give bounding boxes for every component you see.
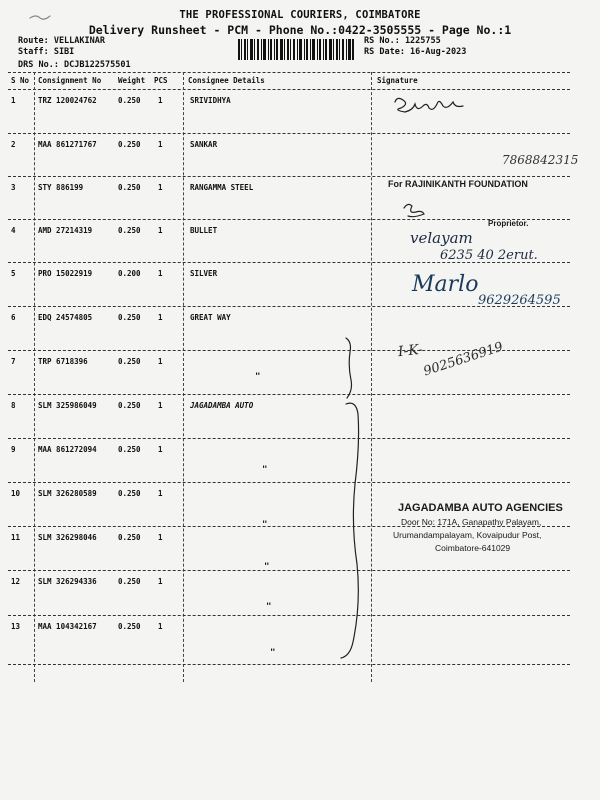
row-sno: 5 xyxy=(11,269,16,278)
row-consignee: SILVER xyxy=(190,269,218,278)
row-consignment-no: AMD 27214319 xyxy=(38,226,93,235)
drs-number: DRS No.: DCJB122575501 xyxy=(18,60,131,70)
stamp-jagadamba-name: JAGADAMBA AUTO AGENCIES xyxy=(398,502,563,514)
ditto-mark: " xyxy=(264,562,270,572)
row-consignment-no: STY 886199 xyxy=(38,183,84,192)
row-consignment-no: SLM 325986049 xyxy=(38,401,97,410)
row-sno: 13 xyxy=(11,622,21,631)
stamp-jagadamba-line2: Urumandampalayam, Kovaipudur Post, xyxy=(393,530,542,540)
row-consignee: SANKAR xyxy=(190,140,218,149)
row-weight: 0.200 xyxy=(118,269,141,278)
row-consignee: JAGADAMBA AUTO xyxy=(190,401,254,410)
row-pcs: 1 xyxy=(158,445,163,454)
row-sno: 10 xyxy=(11,489,21,498)
row-weight: 0.250 xyxy=(118,401,141,410)
ditto-mark: " xyxy=(255,372,261,382)
row-sno: 1 xyxy=(11,96,16,105)
row-consignment-no: TRP 6718396 xyxy=(38,357,88,366)
row-pcs: 1 xyxy=(158,269,163,278)
col-header-sno: S No xyxy=(11,76,30,85)
ditto-mark: " xyxy=(270,648,276,658)
row-pcs: 1 xyxy=(158,183,163,192)
company-name: THE PROFESSIONAL COURIERS, COIMBATORE xyxy=(179,9,421,21)
row-sno: 8 xyxy=(11,401,16,410)
rs-date: RS Date: 16-Aug-2023 xyxy=(364,47,467,57)
row-weight: 0.250 xyxy=(118,445,141,454)
ditto-mark: " xyxy=(266,602,272,612)
row-pcs: 1 xyxy=(158,489,163,498)
signature-row3 xyxy=(392,153,578,168)
row-weight: 0.250 xyxy=(118,226,141,235)
stamp-rajinikanth-foundation: For RAJINIKANTH FOUNDATION xyxy=(388,179,528,189)
signature-row3-phone: 7868842315 xyxy=(502,153,579,167)
row-weight: 0.250 xyxy=(118,183,141,192)
row-sno: 6 xyxy=(11,313,16,322)
signature-row4-phone: 6235 40 2erut. xyxy=(440,248,538,263)
signature-row6: I-K- xyxy=(397,341,424,361)
signature-row6-phone: 9025636919 xyxy=(421,339,506,380)
row-consignment-no: PRO 15022919 xyxy=(38,269,93,278)
row-consignee: RANGAMMA STEEL xyxy=(190,183,254,192)
row-consignment-no: SLM 326280589 xyxy=(38,489,97,498)
rs-number: RS No.: 1225755 xyxy=(364,36,441,46)
row-pcs: 1 xyxy=(158,226,163,235)
row-sno: 4 xyxy=(11,226,16,235)
ditto-mark: " xyxy=(262,465,268,475)
row-sno: 2 xyxy=(11,140,16,149)
row-pcs: 1 xyxy=(158,401,163,410)
row-pcs: 1 xyxy=(158,357,163,366)
row-weight: 0.250 xyxy=(118,622,141,631)
row-sno: 7 xyxy=(11,357,16,366)
row-weight: 0.250 xyxy=(118,357,141,366)
route-label: Route: VELLAKINAR xyxy=(18,36,105,46)
row-pcs: 1 xyxy=(158,577,163,586)
runsheet-title: Delivery Runsheet - PCM - Phone No.:0422-3505555 - Page No.:1 xyxy=(88,23,512,37)
row-pcs: 1 xyxy=(158,313,163,322)
stamp-jagadamba-line3: Coimbatore-641029 xyxy=(435,543,511,553)
row-pcs: 1 xyxy=(158,140,163,149)
row-sno: 11 xyxy=(11,533,21,542)
col-header-signature: Signature xyxy=(377,76,418,85)
stamp-proprietor: Proprietor. xyxy=(488,219,529,228)
row-consignment-no: SLM 326294336 xyxy=(38,577,97,586)
row-consignee: BULLET xyxy=(190,226,218,235)
row-weight: 0.250 xyxy=(118,96,141,105)
row-pcs: 1 xyxy=(158,622,163,631)
row-consignment-no: SLM 326298046 xyxy=(38,533,97,542)
row-sno: 3 xyxy=(11,183,16,192)
row-pcs: 1 xyxy=(158,96,163,105)
stamp-jagadamba-line1: Door No: 171A, Ganapathy Palayam, xyxy=(401,517,542,527)
row-consignee: GREAT WAY xyxy=(190,313,231,322)
row-consignee: SRIVIDHYA xyxy=(190,96,231,105)
row-weight: 0.250 xyxy=(118,313,141,322)
row-consignment-no: MAA 861272094 xyxy=(38,445,97,454)
col-header-consignment: Consignment No xyxy=(38,76,102,85)
signature-row4-name: velayam xyxy=(410,229,473,247)
signature-row5: Marlo xyxy=(412,272,479,297)
row-sno: 12 xyxy=(11,577,21,586)
row-consignment-no: EDQ 24574805 xyxy=(38,313,93,322)
col-header-consignee: Consignee Details xyxy=(188,76,265,85)
col-header-pcs: PCS xyxy=(154,76,168,85)
signature-row5-phone: 9629264595 xyxy=(478,293,561,308)
row-consignment-no: MAA 104342167 xyxy=(38,622,97,631)
staff-label: Staff: SIBI xyxy=(18,47,75,57)
row-sno: 9 xyxy=(11,445,16,454)
row-consignment-no: MAA 861271767 xyxy=(38,140,97,149)
row-weight: 0.250 xyxy=(118,489,141,498)
row-pcs: 1 xyxy=(158,533,163,542)
ditto-mark: " xyxy=(262,520,268,530)
col-header-weight: Weight xyxy=(118,76,146,85)
row-consignment-no: TRZ 120024762 xyxy=(38,96,97,105)
row-weight: 0.250 xyxy=(118,533,141,542)
row-weight: 0.250 xyxy=(118,140,141,149)
row-weight: 0.250 xyxy=(118,577,141,586)
